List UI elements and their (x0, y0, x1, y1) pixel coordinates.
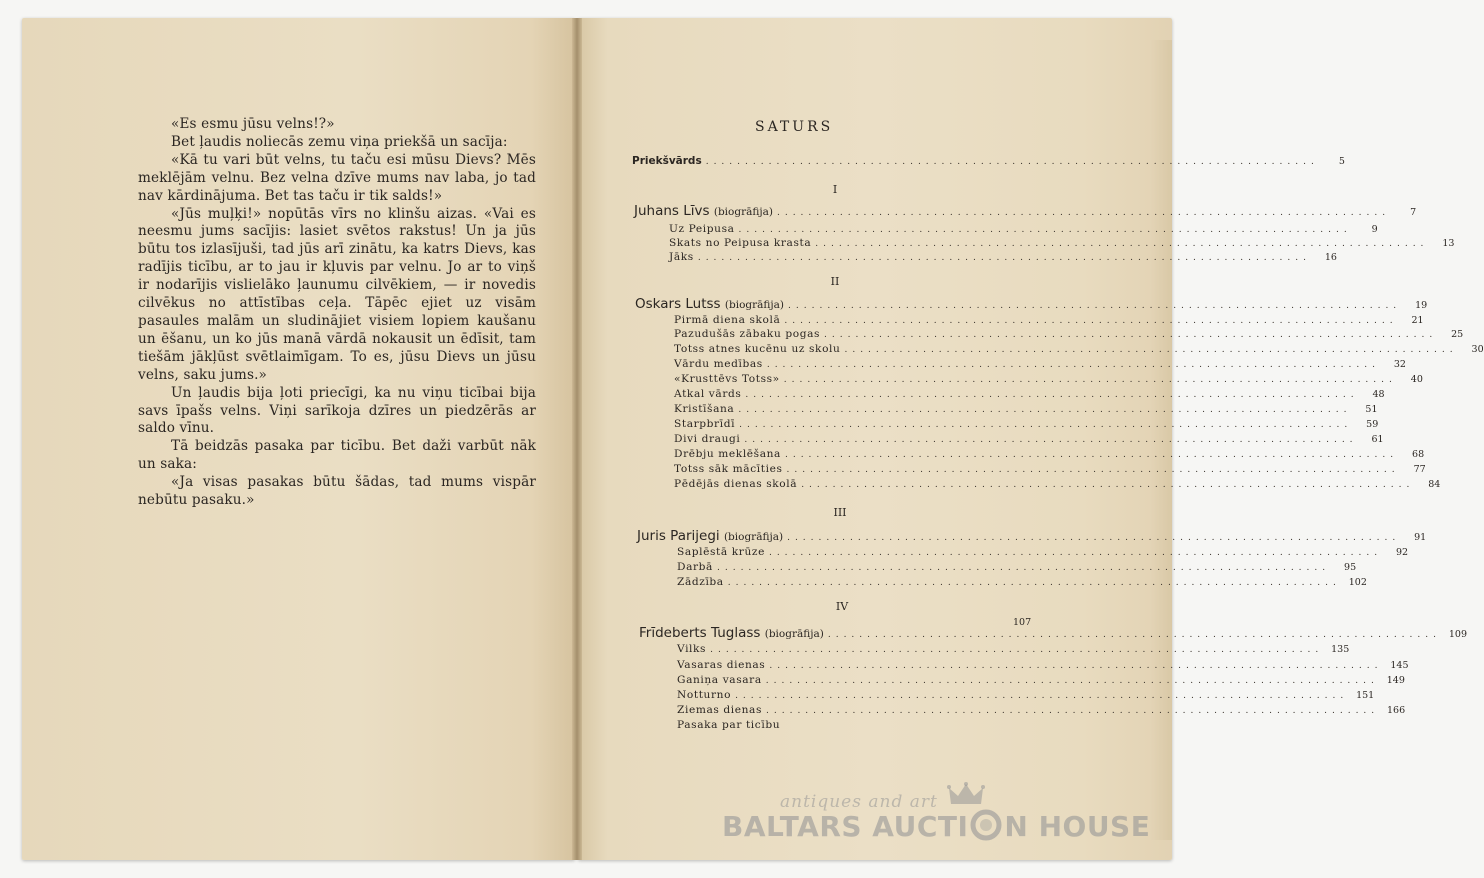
toc-label: Pazudušās zābaku pogas (674, 328, 821, 340)
toc-item (677, 719, 827, 731)
toc-label: Pēdējās dienas skolā (674, 478, 798, 490)
toc-label: Totss atnes kucēnu uz skolu (674, 343, 841, 355)
toc-page-number: 91 (1414, 532, 1427, 543)
toc-page-number: 68 (1412, 449, 1425, 460)
toc-item: Saplēstā krūze .............................................................................. 92 (677, 546, 1409, 558)
toc-label: Drēbju meklēšana (674, 448, 781, 460)
toc-author: Oskars Lutss (biogrāfija) .............................................................................. 19 (635, 296, 1428, 312)
toc-page-number: 102 (1348, 577, 1367, 588)
toc-label: Zādzība (677, 576, 724, 588)
toc-item: Skats no Peipusa krasta .............................................................................. 13 (669, 237, 1455, 249)
toc-page-number: 59 (1366, 419, 1379, 430)
toc-item: Vasaras dienas .............................................................................. 145 (677, 659, 1409, 671)
author-name: Juris Parijegi (637, 528, 720, 544)
toc-page-number: 9 (1371, 224, 1378, 235)
toc-label: Pasaka par ticību (677, 719, 781, 731)
section-numeral: IV (835, 600, 849, 613)
book-spine (572, 18, 582, 860)
toc-label: Vārdu medības (674, 358, 763, 370)
paragraph: Un ļaudis bija ļoti priecīgi, ka nu viņu ticībai bija savs īpašs velns. Viņi sarīkoja dzīres un piedzērās ar saldo vīnu. (138, 384, 536, 437)
section-numeral: I (832, 183, 838, 196)
toc-item: Vilks .............................................................................. 135 (677, 643, 1350, 655)
toc-item: Darbā .............................................................................. 95 (677, 561, 1357, 573)
toc-page-number: 48 (1372, 389, 1385, 400)
toc-page-number: 107 (1013, 617, 1032, 628)
author-name: Juhans Līvs (634, 203, 710, 219)
toc-label: Vilks (677, 643, 707, 655)
toc-preface: Priekšvārds .............................................................................. 5 (632, 155, 1345, 167)
toc-item: Totss atnes kucēnu uz skolu .............................................................................. 30 (674, 343, 1484, 355)
toc-label: Pirmā diena skolā (674, 314, 781, 326)
toc-page-number: 135 (1331, 644, 1350, 655)
toc-author: Frīdeberts Tuglass (biogrāfija) .............................................................................. 109 (639, 625, 1467, 641)
toc-label: Jāks (669, 251, 694, 263)
section-numeral: II (830, 275, 840, 288)
paragraph: «Es esmu jūsu velns!?» (171, 116, 335, 132)
toc-item: Ganiņa vasara .............................................................................. 149 (677, 674, 1405, 686)
toc-page-number: 77 (1413, 464, 1426, 475)
toc-page-number: 51 (1365, 404, 1378, 415)
section-numeral: III (833, 506, 847, 519)
toc-label: Skats no Peipusa krasta (669, 237, 812, 249)
author-name: Frīdeberts Tuglass (639, 625, 761, 641)
bio-label: (biogrāfija) (713, 206, 773, 218)
author-name: Oskars Lutss (635, 296, 721, 312)
toc-label: Priekšvārds (632, 155, 702, 167)
toc-item: Divi draugi .............................................................................. 61 (674, 433, 1384, 445)
paragraph: «Ja visas pasakas būtu šādas, tad mums vispār nebūtu pasaku.» (138, 474, 536, 509)
bio-label: (biogrāfija) (764, 628, 824, 640)
watermark-subtitle: antiques and art (780, 792, 938, 812)
toc-page-number: 166 (1387, 705, 1406, 716)
toc-page-number: 32 (1393, 359, 1406, 370)
toc-page-number: 145 (1390, 660, 1409, 671)
toc-item: Pirmā diena skolā .............................................................................. 21 (674, 314, 1424, 326)
toc-author: Juhans Līvs (biogrāfija) .............................................................................. 7 (634, 203, 1417, 219)
toc-label: Darbā (677, 561, 713, 573)
toc-item: Totss sāk mācīties .............................................................................. 77 (674, 463, 1426, 475)
toc-label: Atkal vārds (674, 388, 742, 400)
toc-item: Uz Peipusa .............................................................................. 9 (669, 223, 1378, 235)
toc-page-number: 5 (1338, 156, 1345, 167)
toc-page-number: 19 (1415, 300, 1428, 311)
toc-page-number: 84 (1428, 479, 1441, 490)
left-page-text (138, 116, 536, 510)
paragraph: «Jūs muļķi!» nopūtās vīrs no klinšu aizas. «Vai es neesmu jums sacījis: lasiet svētos rakstus! Un ja jūs būtu tos izlasījuši, tad jūs arī zinātu, ka katrs Dievs, kas radījis ticību, ar to jau ir kļuvis par velnu. Jo ar to viņš ir nodarījis vislielāko ļaunumu cilvēkiem, — ir novedis cilvēkus no attīstības ceļa. Tāpēc ejiet uz visām pasaules malām un sludinājiet visiem lopiem kaušanu un ēšanu, un ko jūs manā vārdā nokausit un ēdīsit, tam tiešām jākļūst svētlaimīgam. To es, jūsu Dievs un jūsu velns, saku jums.» (138, 205, 536, 383)
toc-item: Ziemas dienas .............................................................................. 166 (677, 704, 1406, 716)
toc-page-number: 21 (1411, 315, 1424, 326)
toc-item: Drēbju meklēšana .............................................................................. 68 (674, 448, 1425, 460)
toc-author: Juris Parijegi (biogrāfija) .............................................................................. 91 (637, 528, 1427, 544)
toc-item: Starpbrīdī .............................................................................. 59 (674, 418, 1379, 430)
toc-item: Vārdu medības .............................................................................. 32 (674, 358, 1406, 370)
toc-page-number: 7 (1410, 207, 1417, 218)
toc-page-number: 25 (1451, 329, 1464, 340)
toc-item: Jāks .............................................................................. 16 (669, 251, 1337, 263)
toc-label: Ganiņa vasara (677, 674, 762, 686)
toc-page-number: 149 (1386, 675, 1405, 686)
bio-label: (biogrāfija) (724, 299, 785, 311)
toc-item: Kristīšana .............................................................................. 51 (674, 403, 1378, 415)
toc-label: Kristīšana (674, 403, 735, 415)
toc-page-number: 61 (1371, 434, 1384, 445)
paragraph: Bet ļaudis noliecās zemu viņa priekšā un sacīja: (171, 133, 508, 150)
toc-label: Notturno (677, 689, 732, 701)
toc-page-number: 92 (1396, 547, 1409, 558)
toc-item: Zādzība .............................................................................. 102 (677, 576, 1367, 588)
toc-label: Saplēstā krūze (677, 546, 765, 558)
toc-page-number: 30 (1471, 344, 1484, 355)
toc-label: Starpbrīdī (674, 418, 736, 430)
toc-label: Totss sāk mācīties (674, 463, 783, 475)
toc-item: «Krusttēvs Totss» .............................................................................. 40 (674, 373, 1423, 385)
toc-page-number: 151 (1356, 690, 1375, 701)
toc-label: Uz Peipusa (669, 223, 735, 235)
toc-page-number: 16 (1324, 252, 1337, 263)
contents-title: SATURS (755, 119, 834, 135)
bio-label: (biogrāfija) (723, 531, 784, 543)
toc-page-number: 13 (1442, 238, 1455, 249)
toc-label: Divi draugi (674, 433, 741, 445)
toc-page-number: 40 (1410, 374, 1423, 385)
toc-page-number: 95 (1344, 562, 1357, 573)
toc-item: Atkal vārds .............................................................................. 48 (674, 388, 1385, 400)
watermark-brand-part: BALTARS AUCTI (722, 810, 969, 843)
toc-item: Pēdējās dienas skolā .............................................................................. 84 (674, 478, 1441, 490)
toc-label: Vasaras dienas (677, 659, 766, 671)
watermark-brand-part: N HOUSE (1004, 810, 1151, 843)
toc-item: Notturno .............................................................................. 151 (677, 689, 1375, 701)
toc-item: Pazudušās zābaku pogas .............................................................................. 25 (674, 328, 1464, 340)
toc-label: «Krusttēvs Totss» (674, 373, 780, 385)
toc-label: Ziemas dienas (677, 704, 762, 716)
toc-page-number: 109 (1448, 629, 1467, 640)
paragraph: Tā beidzās pasaka par ticību. Bet daži varbūt nāk un saka: (138, 438, 536, 473)
paragraph: «Kā tu vari būt velns, tu taču esi mūsu Dievs? Mēs meklējām velnu. Bez velna dzīve mums nav laba, jo tad nav kārdinājuma. Bet tas taču ir tik salds!» (138, 151, 536, 204)
